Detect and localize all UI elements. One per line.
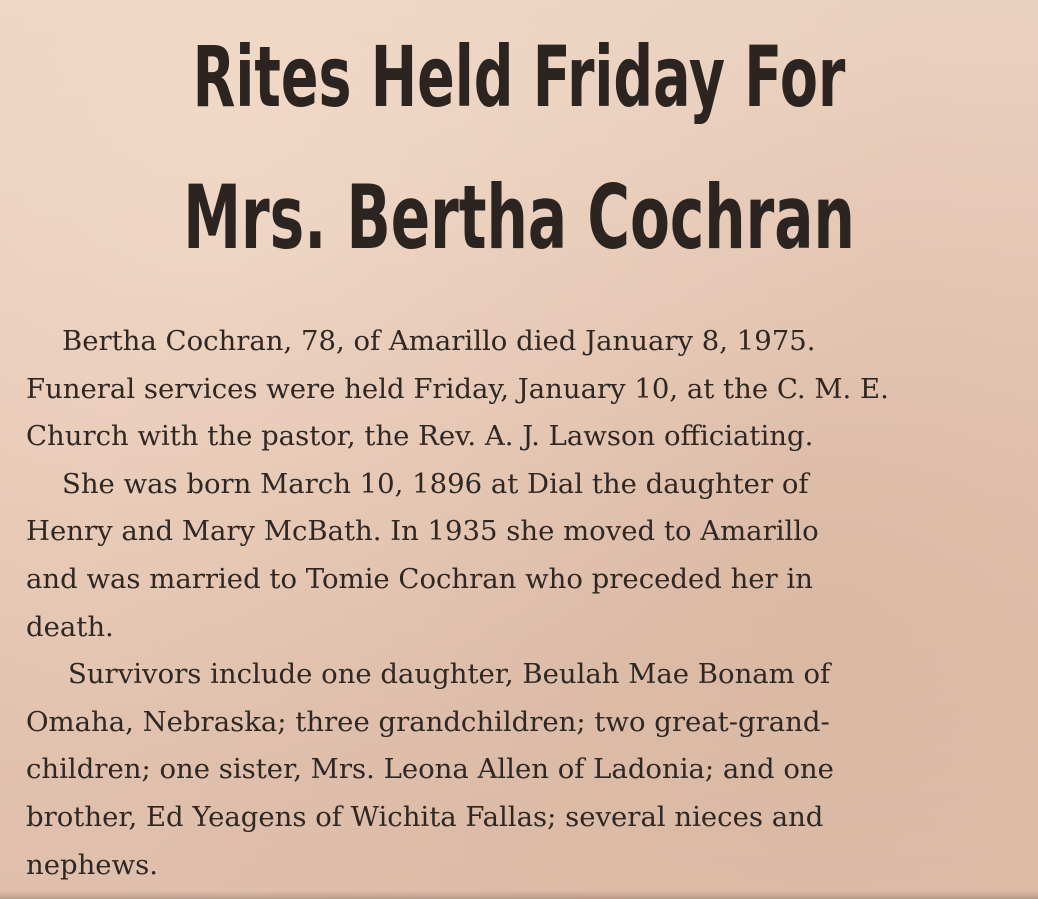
paragraph-line: Omaha, Nebraska; three grandchildren; two great-grand- [26,705,830,738]
paragraph-line: death. [26,610,114,643]
paragraph-line: brother, Ed Yeagens of Wichita Fallas; several nieces and [26,800,824,833]
paragraph-line: nephews. [26,848,158,881]
paragraph-line: Survivors include one daughter, Beulah Mae Bonam of [68,658,831,691]
paragraph-funeral [26,318,1026,461]
paragraph-line: Bertha Cochran, 78, of Amarillo died January 8, 1975. [62,325,816,357]
paragraph-line: and was married to Tomie Cochran who preceded her in [26,562,813,595]
paragraph-line: She was born March 10, 1896 at Dial the daughter of [62,467,809,500]
headline-line-2: Mrs. Bertha Cochran [183,166,855,269]
headline-line-1: Rites Held Friday For [192,28,846,126]
paragraph-biography [26,461,1026,651]
paragraph-survivors [26,651,1026,889]
paragraph-line: Henry and Mary McBath. In 1935 she moved to Amarillo [26,515,819,548]
paragraph-line: children; one sister, Mrs. Leona Allen of Ladonia; and one [26,753,834,786]
paragraph-line: Church with the pastor, the Rev. A. J. Lawson officiating. [26,420,814,453]
article-body [26,318,1026,889]
clipping-bottom-edge [0,891,1038,899]
paragraph-line: Funeral services were held Friday, January 10, at the C. M. E. [26,372,889,405]
